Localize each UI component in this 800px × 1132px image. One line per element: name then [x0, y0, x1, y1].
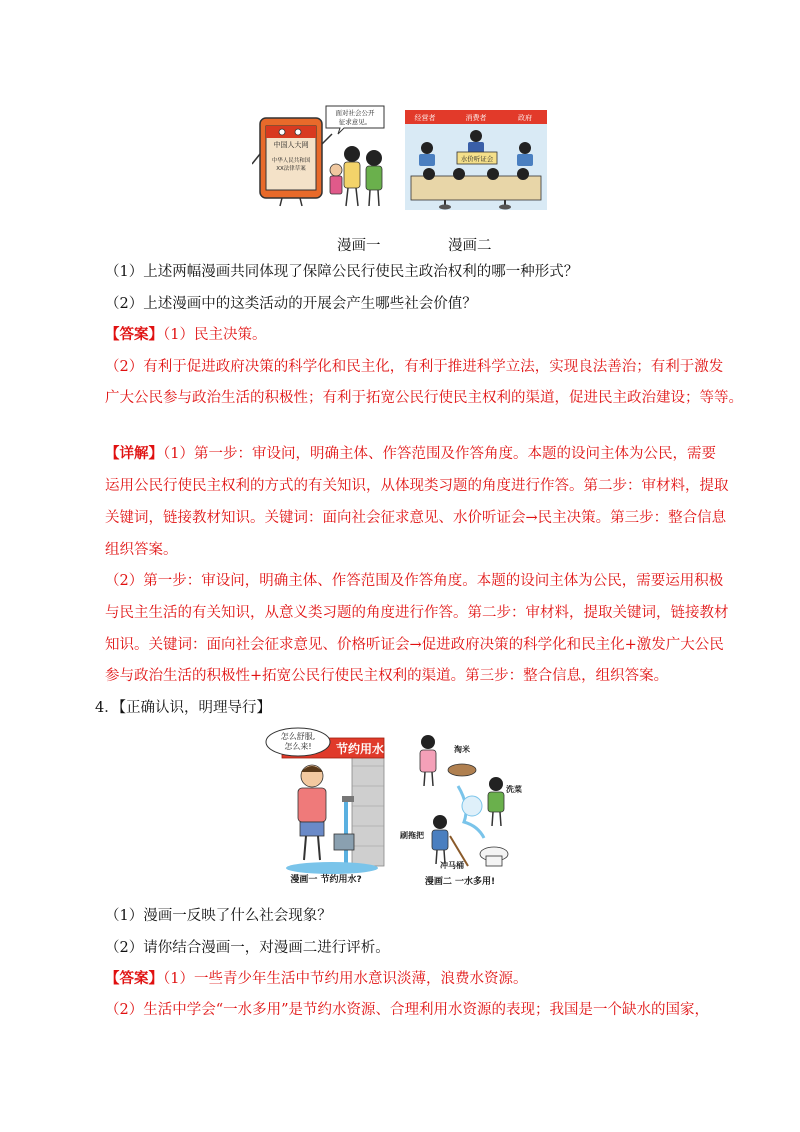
- svg-text:节约用水: 节约用水: [335, 742, 385, 756]
- svg-text:征求意见。: 征求意见。: [338, 118, 372, 126]
- svg-text:刷拖把: 刷拖把: [400, 831, 424, 840]
- detail-1-line-2: 运用公民行使民主权利的方式的有关知识，从体现类习题的角度进行作答。第二步：审材料，提取: [105, 478, 729, 494]
- answer-1: 【答案】（1）民主决策。: [105, 326, 267, 343]
- answer-2-line-2: 广大公民参与政治生活的积极性；有利于拓宽公民行使民主权利的渠道，促进民主政治建设；等等。: [105, 390, 743, 406]
- question-4-2: （2）请你结合漫画一，对漫画二进行评析。: [105, 940, 390, 956]
- svg-text:淘米: 淘米: [454, 745, 470, 754]
- svg-text:怎么来!: 怎么来!: [284, 742, 312, 751]
- question-4-1: （1）漫画一反映了什么社会现象？: [105, 908, 332, 924]
- detail-2-line-2: 与民主生活的有关知识，从意义类习题的角度进行作答。第二步：审材料，提取关键词，链接教材: [105, 605, 729, 621]
- detail-1-line-1: 【详解】（1）第一步：审设问，明确主体、作答范围及作答角度。本题的设问主体为公民，需要: [105, 445, 716, 462]
- answer-4-1: 【答案】（1）一些青少年生活中节约用水意识淡薄，浪费水资源。: [105, 970, 528, 987]
- svg-text:冲马桶: 冲马桶: [440, 861, 464, 870]
- caption-comic-1: 漫画一: [337, 238, 381, 254]
- svg-text:怎么舒服,: 怎么舒服,: [280, 732, 316, 741]
- comic-1-image: [252, 104, 400, 210]
- svg-text:洗菜: 洗菜: [506, 785, 522, 794]
- svg-text:政府: 政府: [518, 114, 532, 122]
- detail-1-line-4: 组织答案。: [105, 542, 178, 558]
- detail-2-line-4: 参与政治生活的积极性+拓宽公民行使民主权利的渠道。第三步：整合信息，组织答案。: [105, 668, 669, 684]
- comic-3-image: [262, 726, 390, 886]
- answer-label-2: 【答案】: [105, 970, 163, 987]
- svg-text:消费者: 消费者: [465, 114, 487, 122]
- question-2: （2）上述漫画中的这类活动的开展会产生哪些社会价值？: [105, 296, 477, 312]
- caption-comic-3: 漫画一 节约用水?: [290, 875, 362, 885]
- caption-comic-2: 漫画二: [448, 238, 492, 254]
- svg-text:面对社会公开: 面对社会公开: [335, 109, 375, 117]
- comic-4-image: [398, 726, 538, 888]
- detail-1-line-3: 关键词，链接教材知识。关键词：面向社会征求意见、水价听证会→民主决策。第三步：整合信息: [105, 510, 727, 526]
- detail-label: 【详解】: [105, 445, 163, 462]
- detail-2-line-3: 知识。关键词：面向社会征求意见、价格听证会→促进政府决策的科学化和民主化+激发广大公民: [105, 637, 724, 653]
- comic-2-image: [405, 110, 547, 210]
- svg-text:中华人民共和国: 中华人民共和国: [271, 158, 311, 164]
- hearing-sign: 水价听证会: [460, 155, 494, 163]
- answer-2-line-1: （2）有利于促进政府决策的科学化和民主化，有利于推进科学立法，实现良法善治；有利于激发: [105, 359, 724, 375]
- answer-4-2: （2）生活中学会“一水多用”是节约水资源、合理利用水资源的表现；我国是一个缺水的国家，: [105, 1002, 710, 1018]
- question-4-title: 4．【正确认识，明理导行】: [95, 700, 271, 716]
- question-1: （1）上述两幅漫画共同体现了保障公民行使民主政治权利的哪一种形式？: [105, 264, 579, 280]
- svg-text:经营者: 经营者: [414, 114, 436, 122]
- svg-text:XX法律草案: XX法律草案: [276, 166, 306, 172]
- screen-title: 中国人大网: [273, 141, 309, 149]
- answer-label: 【答案】: [105, 326, 163, 343]
- detail-2-line-1: （2）第一步：审设问，明确主体、作答范围及作答角度。本题的设问主体为公民，需要运用积极: [105, 573, 724, 589]
- caption-comic-4: 漫画二 一水多用!: [424, 877, 496, 887]
